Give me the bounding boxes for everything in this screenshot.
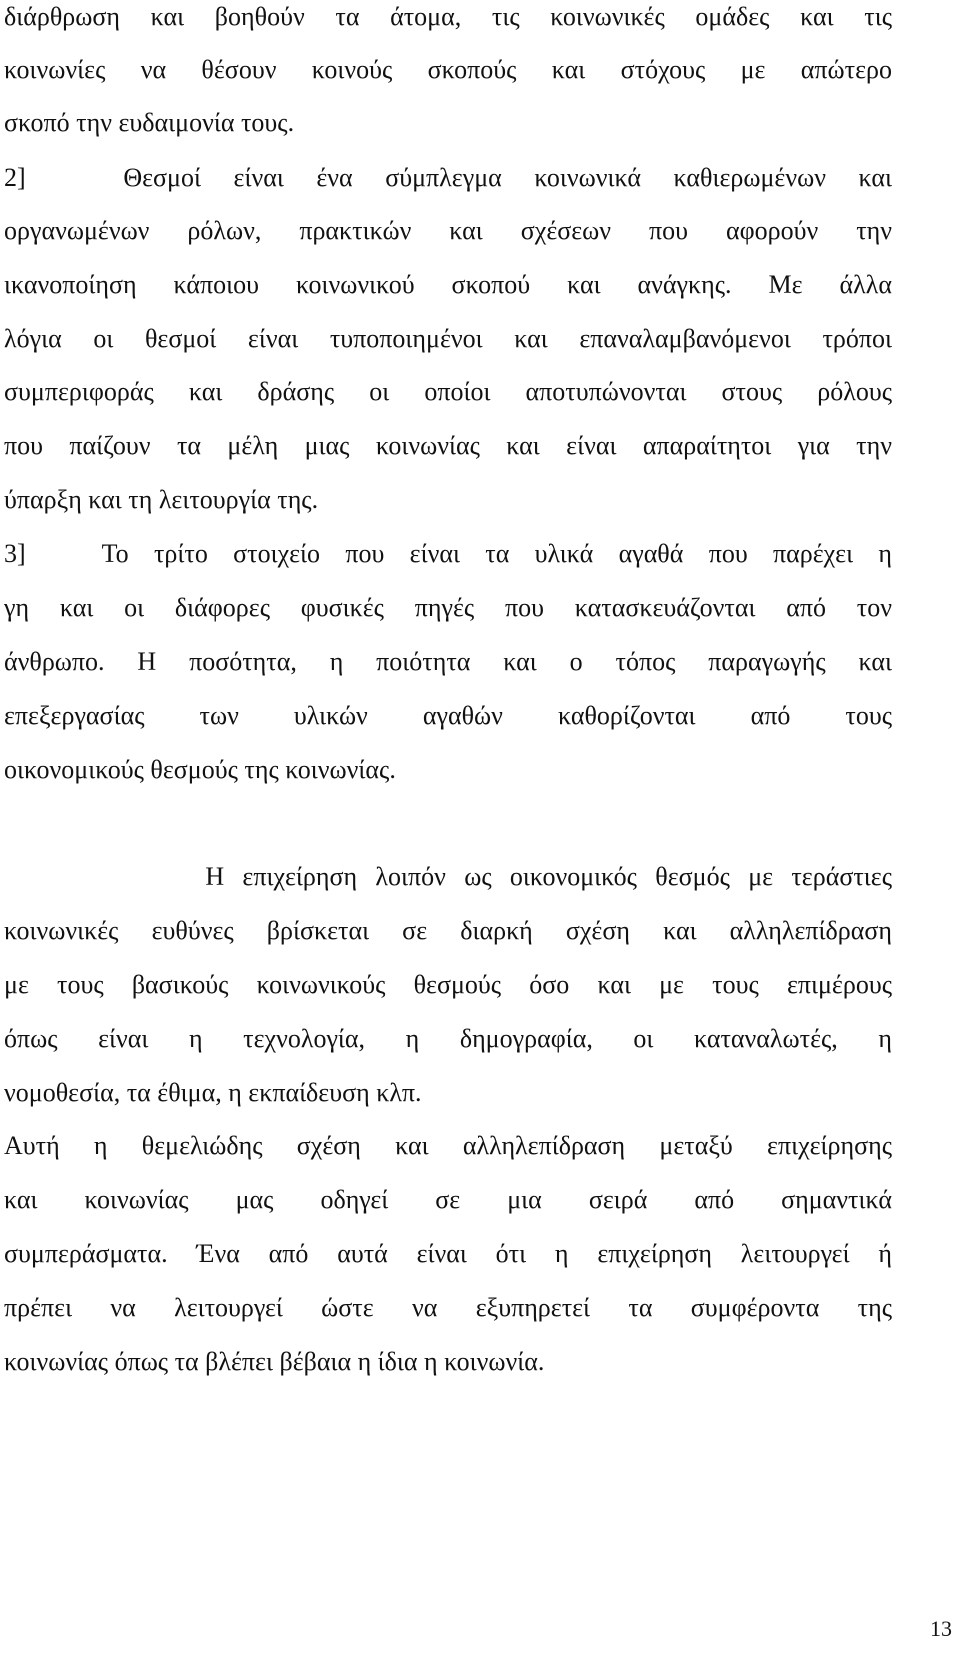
text-line: πρέπει να λειτουργεί ώστε να εξυπηρετεί τα συμφέροντα της [4,1293,892,1322]
text-line: κοινωνίας όπως τα βλέπει βέβαια η ίδια η κοινωνία. [4,1347,545,1376]
text-line: κοινωνίες να θέσουν κοινούς σκοπούς και στόχους με απώτερο [4,55,892,84]
text-line: επεξεργασίας των υλικών αγαθών καθορίζονται από τους [4,701,892,730]
text-line: κοινωνικές ευθύνες βρίσκεται σε διαρκή σχέση και αλληλεπίδραση [4,916,892,945]
text-line: Αυτή η θεμελιώδης σχέση και αλληλεπίδραση μεταξύ επιχείρησης [4,1131,892,1160]
text-line: όπως είναι η τεχνολογία, η δημογραφία, οι καταναλωτές, η [4,1024,892,1053]
text-line: που παίζουν τα μέλη μιας κοινωνίας και είναι απαραίτητοι για την [4,431,892,460]
text-line: λόγια οι θεσμοί είναι τυποποιημένοι και επαναλαμβανόμενοι τρόποι [4,324,892,353]
text-line: συμπεράσματα. Ένα από αυτά είναι ότι η επιχείρηση λειτουργεί ή [4,1239,892,1268]
text-line: 2] Θεσμοί είναι ένα σύμπλεγμα κοινωνικά καθιερωμένων και [4,163,892,192]
text-line: ύπαρξη και τη λειτουργία της. [4,485,319,514]
text-line: διάρθρωση και βοηθούν τα άτομα, τις κοινωνικές ομάδες και τις [4,2,892,31]
text-line: γη και οι διάφορες φυσικές πηγές που κατασκευάζονται από τον [4,593,892,622]
text-line: ικανοποίηση κάποιου κοινωνικού σκοπού και ανάγκης. Με άλλα [4,270,892,299]
text-line: άνθρωπο. Η ποσότητα, η ποιότητα και ο τόπος παραγωγής και [4,647,892,676]
text-line: με τους βασικούς κοινωνικούς θεσμούς όσο και με τους επιμέρους [4,970,892,999]
text-line: 3] Το τρίτο στοιχείο που είναι τα υλικά αγαθά που παρέχει η [4,539,892,568]
text-line: σκοπό την ευδαιμονία τους. [4,108,295,137]
text-line: οικονομικούς θεσμούς της κοινωνίας. [4,755,396,784]
text-line: οργανωμένων ρόλων, πρακτικών και σχέσεων που αφορούν την [4,216,892,245]
page-number: 13 [930,1616,952,1641]
text-line: και κοινωνίας μας οδηγεί σε μια σειρά από σημαντικά [4,1185,892,1214]
text-line: συμπεριφοράς και δράσης οι οποίοι αποτυπώνονται στους ρόλους [4,377,892,406]
text-line: Η επιχείρηση λοιπόν ως οικονομικός θεσμός με τεράστιες [4,862,892,891]
text-line: νομοθεσία, τα έθιμα, η εκπαίδευση κλπ. [4,1078,422,1107]
